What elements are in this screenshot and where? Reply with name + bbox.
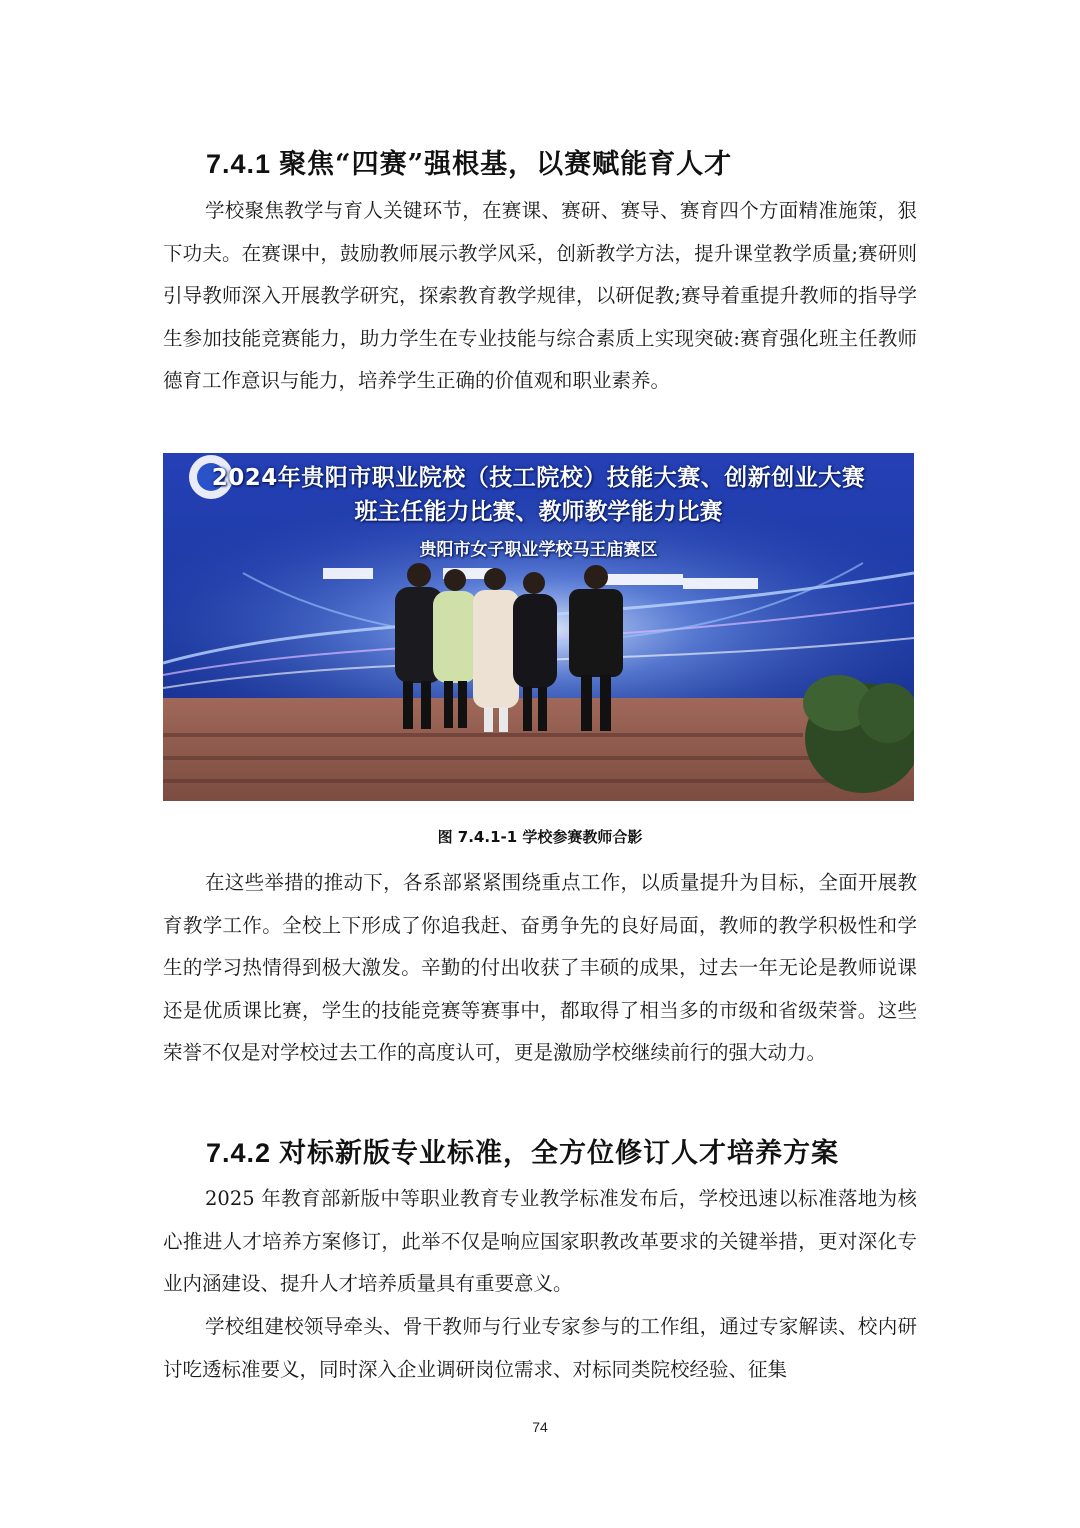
body-paragraph-2: 在这些举措的推动下，各系部紧紧围绕重点工作，以质量提升为目标，全面开展教育教学工作。全校上下形成了你追我赶、奋勇争先的良好局面，教师的教学积极性和学生的学习热情得到极大激发。辛勤的付出收获了丰硕的成果，过去一年无论是教师说课还是优质课比赛，学生的技能竞赛等赛事中，都取得了相当多的市级和省级荣誉。这些荣誉不仅是对学校过去工作的高度认可，更是激励学校继续前行的强大动力。 <box>163 871 917 1064</box>
body-paragraph-3: 2025 年教育部新版中等职业教育专业教学标准发布后，学校迅速以标准落地为核心推进人才培养方案修订，此举不仅是响应国家职教改革要求的关键举措，更对深化专业内涵建设、提升人才培养质量具有重要意义。 <box>163 1187 917 1295</box>
banner-title-line-1: 2024年贵阳市职业院校（技工院校）技能大赛、创新创业大赛 <box>211 465 866 491</box>
banner-subtitle: 贵阳市女子职业学校马王庙赛区 <box>419 540 658 560</box>
body-paragraph-4: 学校组建校领导牵头、骨干教师与行业专家参与的工作组，通过专家解读、校内研讨吃透标准要义，同时深入企业调研岗位需求、对标同类院校经验、征集 <box>163 1315 917 1381</box>
teachers-group-photo <box>163 453 914 801</box>
section-title: 聚焦“四赛”强根基，以赛赋能育人才 <box>279 149 733 180</box>
section-title: 对标新版专业标准，全方位修订人才培养方案 <box>279 1138 840 1169</box>
banner-title-line-2: 班主任能力比赛、教师教学能力比赛 <box>354 499 723 525</box>
page-number: 74 <box>532 1419 548 1435</box>
figure-caption: 图 7.4.1-1 学校参赛教师合影 <box>437 828 643 846</box>
section-number: 7.4.1 <box>206 149 272 179</box>
section-number: 7.4.2 <box>206 1138 272 1168</box>
body-paragraph-1: 学校聚焦教学与育人关键环节，在赛课、赛研、赛导、赛育四个方面精准施策，狠下功夫。在赛课中，鼓励教师展示教学风采，创新教学方法，提升课堂教学质量;赛研则引导教师深入开展教学研究，探索教育教学规律，以研促教;赛导着重提升教师的指导学生参加技能竞赛能力，助力学生在专业技能与综合素质上实现突破:赛育强化班主任教师德育工作意识与能力，培养学生正确的价值观和职业素养。 <box>163 199 917 392</box>
section-heading-7-4-2 <box>206 1131 839 1170</box>
section-heading-7-4-1 <box>206 142 732 181</box>
